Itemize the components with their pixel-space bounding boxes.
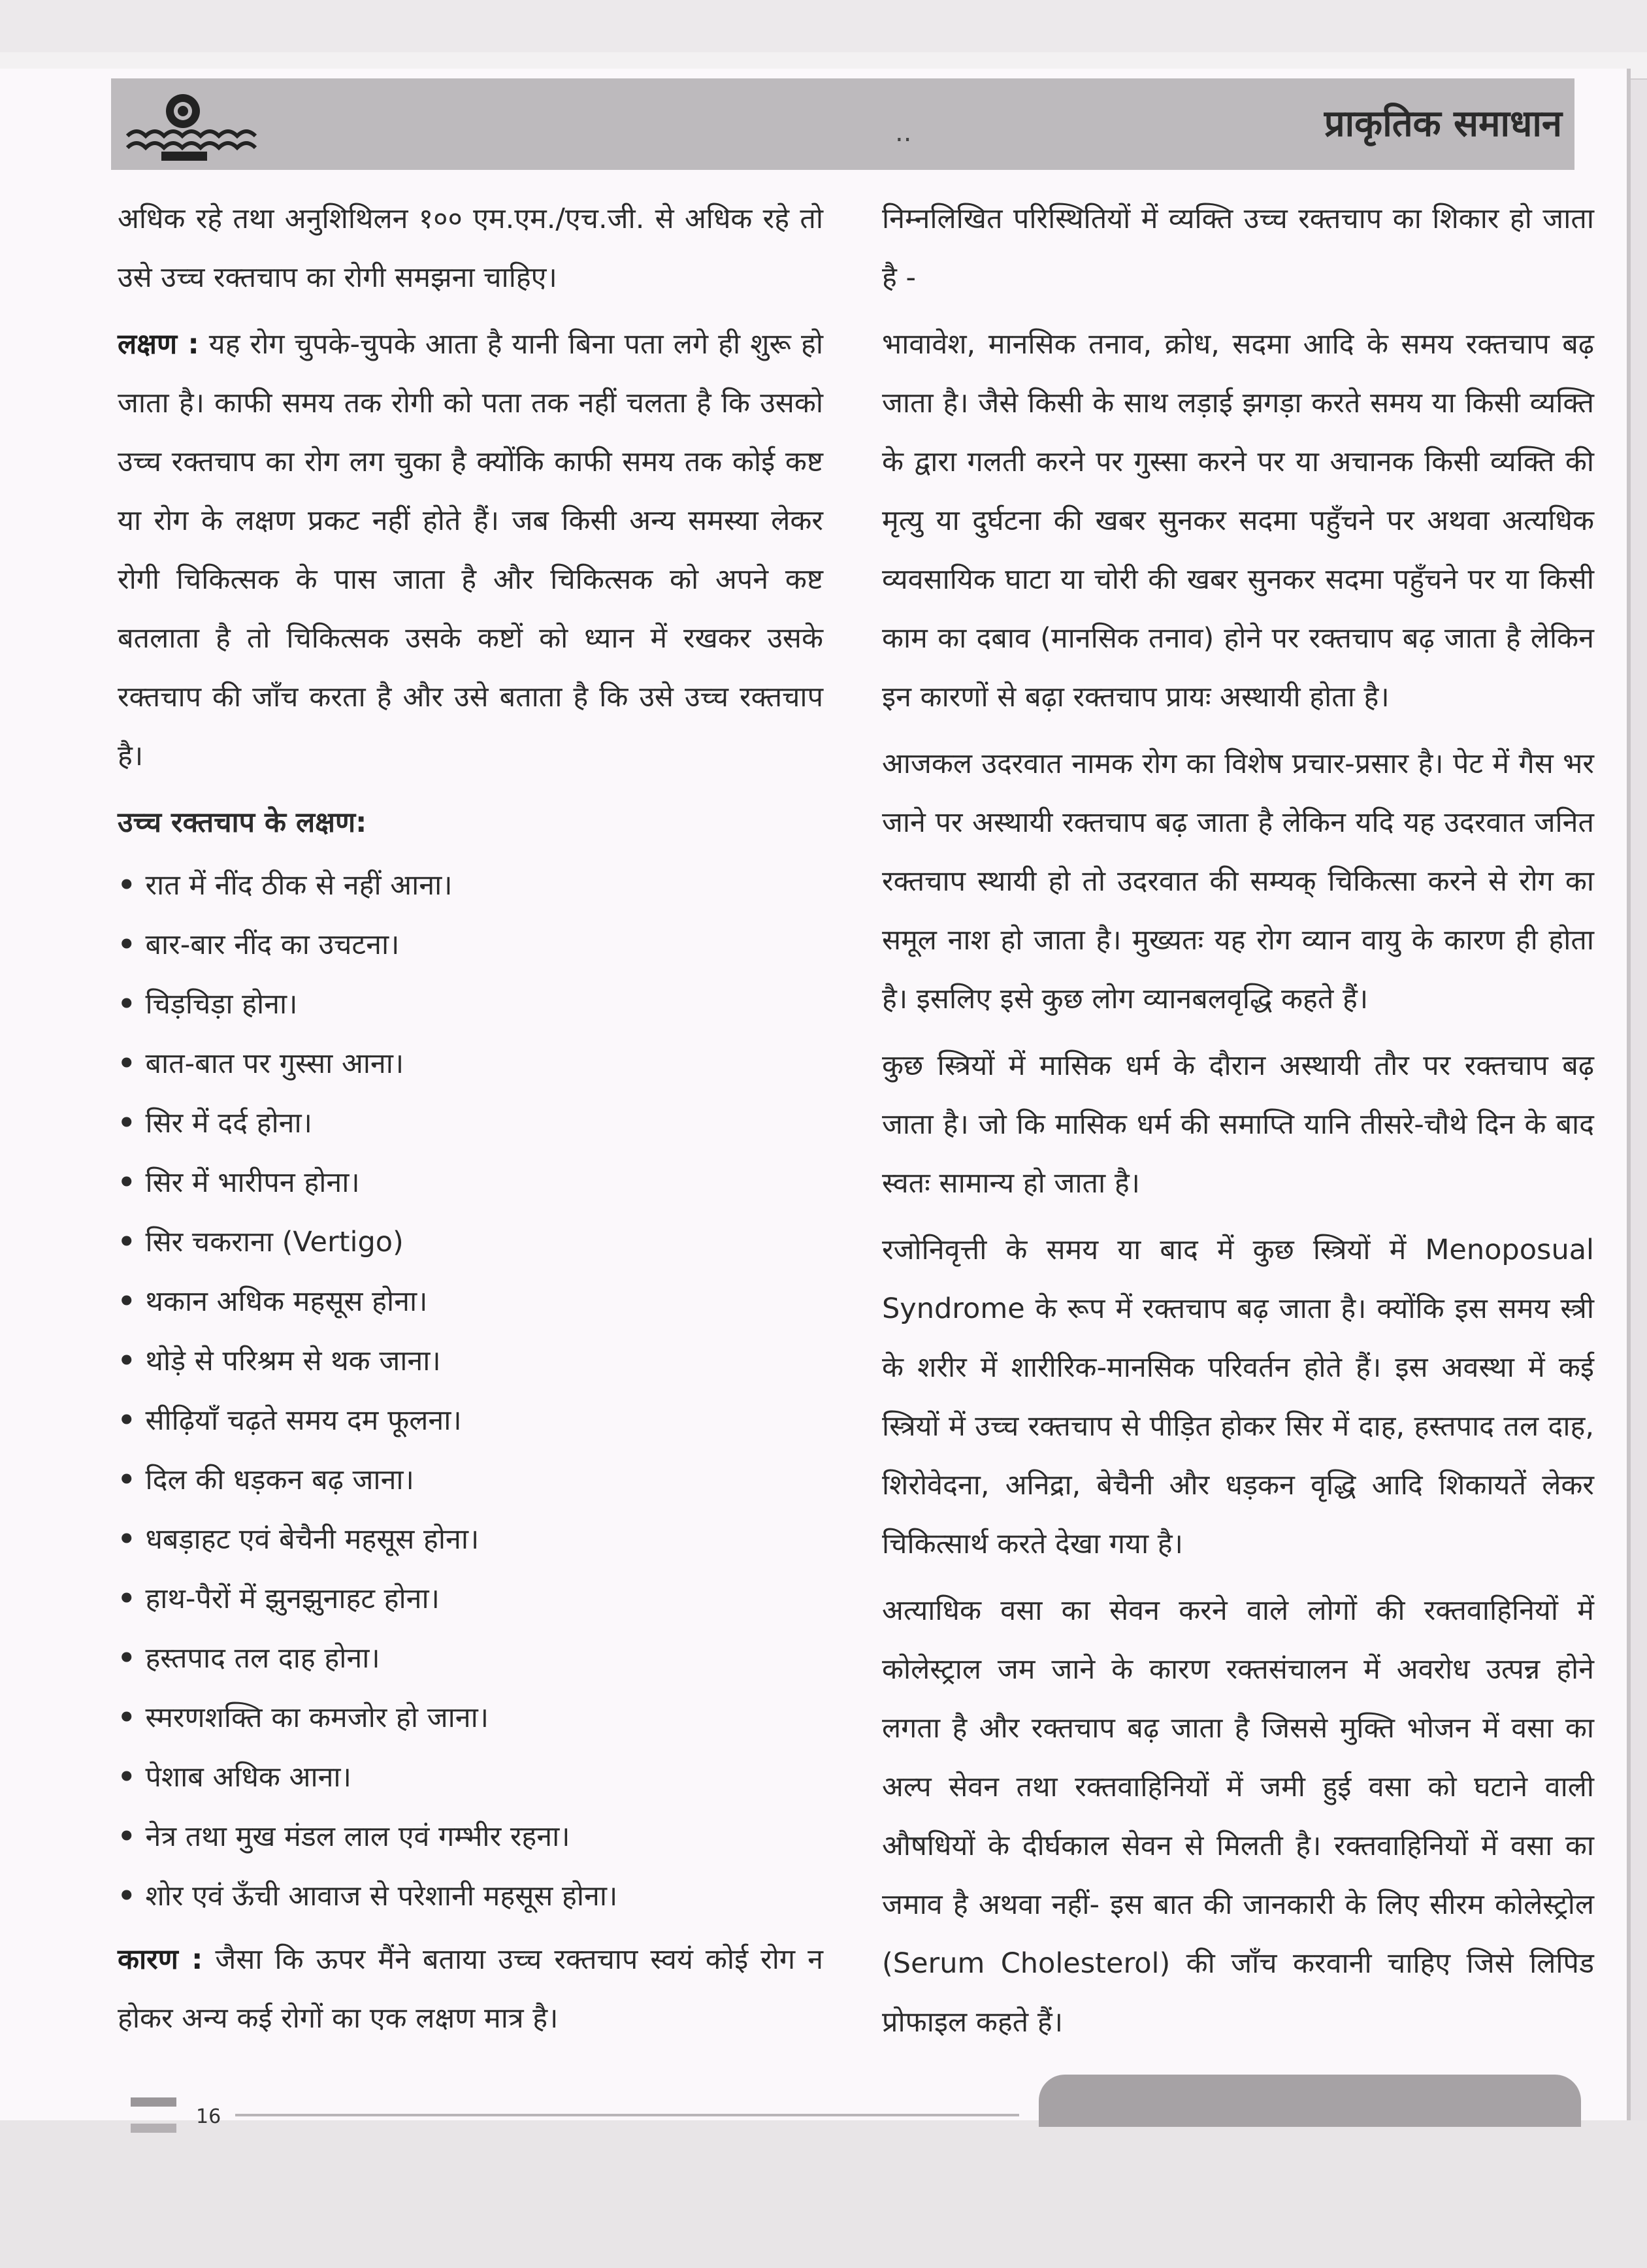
right-paragraph: आजकल उदरवात नामक रोग का विशेष प्रचार-प्रसार है। पेट में गैस भर जाने पर अस्थायी रक्तचाप बढ़ जाता है लेकिन यदि यह उदरवात जनित रक्तचाप स्थायी हो तो उदरवात की सम्यक् चिकित्सा करने से रोग का समूल नाश हो जाता है। मुख्यतः यह रोग व्यान वायु के कारण ही होता है। इसलिए इसे कुछ लोग व्यानबलवृद्धि कहते हैं। [882,748,1594,1015]
symptom-item: • स्मरणशक्ति का कमजोर हो जाना। [118,1688,823,1748]
symptom-item: • बात-बात पर गुस्सा आना। [118,1034,823,1094]
symptoms-heading: उच्च रक्तचाप के लक्षण: [118,806,367,839]
symptom-item: • सिर में भारीपन होना। [118,1153,823,1213]
symptom-item: • थकान अधिक महसूस होना। [118,1272,823,1332]
karan-paragraph [118,1930,823,2048]
left-column [118,189,823,2056]
scan-background-bottom [0,2120,1647,2268]
symptom-item: • दिल की धड़कन बढ़ जाना। [118,1451,823,1510]
header-dots: .. [895,118,912,148]
symptom-item: • थोड़े से परिश्रम से थक जाना। [118,1332,823,1391]
right-paragraph: रजोनिवृत्ती के समय या बाद में कुछ स्त्रियों में Menoposual Syndrome के रूप में रक्तचाप बढ़ जाता है। क्योंकि इस समय स्त्री के शरीर में शारीरिक-मानसिक परिवर्तन होते हैं। इस अवस्था में कई स्त्रियों में उच्च रक्तचाप से पीड़ित होकर सिर में दाह, हस्तपाद तल दाह, शिरोवेदना, अनिद्रा, बेचैनी और धड़कन वृद्धि आदि शिकायतें लेकर चिकित्सार्थ करते देखा गया है। [882,1234,1594,1560]
right-paragraph: भावावेश, मानसिक तनाव, क्रोध, सदमा आदि के समय रक्तचाप बढ़ जाता है। जैसे किसी के साथ लड़ाई झगड़ा करते समय या किसी व्यक्ति के द्वारा गलती करने पर गुस्सा करने पर या अचानक किसी व्यक्ति की मृत्यु या दुर्घटना की खबर सुनकर सदमा पहुँचने पर अथवा अत्यधिक व्यवसायिक घाटा या चोरी की खबर सुनकर सदमा पहुँचने पर या किसी काम का दबाव (मानसिक तनाव) होने पर रक्तचाप बढ़ जाता है लेकिन इन कारणों से बढ़ा रक्तचाप प्रायः अस्थायी होता है। [882,328,1594,714]
symptom-item: • सीढ़ियाँ चढ़ते समय दम फूलना। [118,1391,823,1451]
karan-label: कारण : [118,1943,203,1976]
symptom-item: • हाथ-पैरों में झुनझुनाहट होना। [118,1570,823,1629]
footer-tab [1039,2075,1581,2127]
footer-rule [235,2114,1019,2116]
symptom-item: • पेशाब अधिक आना। [118,1748,823,1807]
right-paragraph: निम्नलिखित परिस्थितियों में व्यक्ति उच्च रक्तचाप का शिकार हो जाता है - [882,203,1594,294]
karan-text: जैसा कि ऊपर मैंने बताया उच्च रक्तचाप स्वयं कोई रोग न होकर अन्य कई रोगों का एक लक्षण मात्र है। [118,1943,823,2035]
footer-page-number: 16 [196,2105,221,2128]
symptom-item: • सिर में दर्द होना। [118,1094,823,1153]
right-column [882,189,1594,2060]
symptom-item: • शोर एवं ऊँची आवाज से परेशानी महसूस होना। [118,1867,823,1926]
symptoms-list [118,856,823,1926]
intro-paragraph: अधिक रहे तथा अनुशिथिलन १०० एम.एम./एच.जी. से अधिक रहे तो उसे उच्च रक्तचाप का रोगी समझना चाहिए। [118,203,823,294]
right-paragraph: कुछ स्त्रियों में मासिक धर्म के दौरान अस्थायी तौर पर रक्तचाप बढ़ जाता है। जो कि मासिक धर्म की समाप्ति यानि तीसरे-चौथे दिन के बाद स्वतः सामान्य हो जाता है। [882,1049,1594,1200]
section-title: प्राकृतिक समाधान [1324,103,1562,145]
symptom-item: • नेत्र तथा मुख मंडल लाल एवं गम्भीर रहना। [118,1807,823,1867]
footer-bar [131,2124,176,2133]
symptom-item: • धबड़ाहट एवं बेचैनी महसूस होना। [118,1510,823,1570]
lakshan-text: यह रोग चुपके-चुपके आता है यानी बिना पता लगे ही शुरू हो जाता है। काफी समय तक रोगी को पता तक नहीं चलता है कि उसको उच्च रक्तचाप का रोग लग चुका है क्योंकि काफी समय तक कोई कष्ट या रोग के लक्षण प्रकट नहीं होते हैं। जब किसी अन्य समस्या लेकर रोगी चिकित्सक के पास जाता है और चिकित्सक को अपने कष्ट बतलाता है तो चिकित्सक उसके कष्टों को ध्यान में रखकर उसके रक्तचाप की जाँच करता है और उसे बताता है कि उसे उच्च रक्तचाप है। [118,328,823,772]
sun-waves-logo-icon [121,85,271,163]
symptom-item: • सिर चकराना (Vertigo) [118,1213,823,1272]
symptom-item: • हस्तपाद तल दाह होना। [118,1629,823,1688]
lakshan-paragraph [118,315,823,785]
symptom-item: • चिड़चिड़ा होना। [118,975,823,1034]
lakshan-label: लक्षण : [118,328,199,361]
scan-background-top [0,0,1647,52]
right-paragraph: अत्याधिक वसा का सेवन करने वाले लोगों की रक्तवाहिनियों में कोलेस्ट्राल जम जाने के कारण रक्तसंचालन में अवरोध उत्पन्न होने लगता है और रक्तचाप बढ़ जाता है जिससे मुक्ति भोजन में वसा का अल्प सेवन तथा रक्तवाहिनियों में जमी हुई वसा को घटाने वाली औषधियों के दीर्घकाल सेवन से मिलती है। रक्तवाहिनियों में वसा का जमाव है अथवा नहीं- इस बात की जानकारी के लिए सीरम कोलेस्ट्रोल (Serum Cholesterol) की जाँच करवानी चाहिए जिसे लिपिड प्रोफाइल कहते हैं। [882,1594,1594,2039]
symptom-item: • बार-बार नींद का उचटना। [118,915,823,975]
symptom-item: • रात में नींद ठीक से नहीं आना। [118,856,823,915]
footer-bar [131,2097,176,2107]
